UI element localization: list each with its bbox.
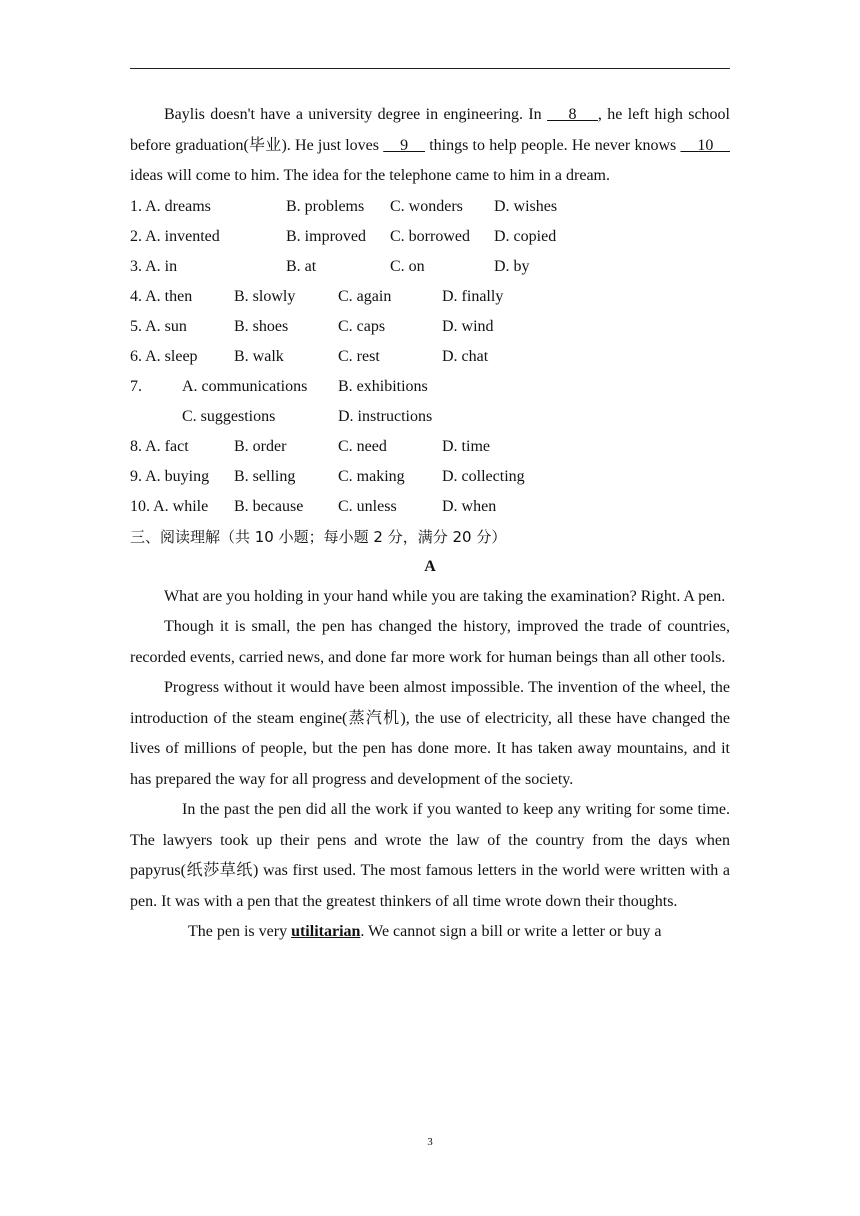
option-c: C. borrowed — [390, 227, 470, 245]
question-row — [130, 432, 730, 462]
option-a: 8. A. fact — [130, 437, 189, 455]
text: . We cannot sign a bill or write a letter or buy a — [360, 923, 662, 940]
option-d: D. copied — [494, 227, 557, 245]
option-b: B. because — [234, 497, 304, 515]
option-c: C. making — [338, 467, 405, 485]
option-a: 5. A. sun — [130, 317, 187, 335]
question-row — [130, 282, 730, 312]
option-b: B. at — [286, 257, 317, 275]
option-a: 10. A. while — [130, 497, 209, 515]
option-a: 6. A. sleep — [130, 347, 198, 365]
passage-paragraph: Though it is small, the pen has changed the history, improved the trade of countries, recorded events, carried news, and done far more work for human beings than all other tools. — [130, 618, 730, 666]
question-row — [130, 222, 730, 252]
option-c: C. suggestions — [182, 407, 276, 425]
question-row — [130, 462, 730, 492]
question-number: 7. — [130, 377, 142, 395]
underlined-word: utilitarian — [291, 923, 361, 940]
section-heading: 三、阅读理解（共 10 小题；每小题 2 分，满分 20 分） — [130, 527, 507, 546]
text: The pen is very — [188, 923, 292, 940]
option-b: B. walk — [234, 347, 284, 365]
text: things to help people. He never knows — [424, 136, 681, 154]
option-a: 3. A. in — [130, 257, 178, 275]
option-b: B. slowly — [234, 287, 296, 305]
question-row — [130, 312, 730, 342]
option-c: C. unless — [338, 497, 397, 515]
passage-paragraph: Progress without it would have been almost impossible. The invention of the wheel, the introduction of the steam engine(蒸汽机), the use of electricity, all these have changed the lives of millions of people, but the pen has done more. It has taken away mountains, and it has prepared the way for all progress and development of the society. — [130, 679, 730, 788]
question-row — [130, 192, 730, 222]
question-list — [130, 192, 730, 522]
option-d: D. wind — [442, 317, 494, 335]
option-d: D. by — [494, 257, 530, 275]
option-d: D. time — [442, 437, 490, 455]
option-a: A. communications — [182, 377, 308, 395]
option-a: 2. A. invented — [130, 227, 220, 245]
question-row — [130, 402, 730, 432]
passage-title: A — [424, 557, 436, 575]
option-b: B. shoes — [234, 317, 289, 335]
option-c: C. need — [338, 437, 387, 455]
passage-paragraph — [130, 100, 730, 192]
option-c: C. on — [390, 257, 425, 275]
blank-8: 8 — [547, 106, 598, 123]
text: ideas will come to him. The idea for the telephone came to him in a dream. — [130, 167, 610, 184]
option-a: 9. A. buying — [130, 467, 210, 485]
option-b: B. exhibitions — [338, 377, 428, 395]
option-a: 1. A. dreams — [130, 197, 211, 215]
option-d: D. wishes — [494, 197, 558, 215]
page-content — [130, 100, 730, 948]
blank-9: 9 — [383, 136, 425, 154]
question-row — [130, 492, 730, 522]
option-b: B. selling — [234, 467, 296, 485]
text: Baylis doesn't have a university degree in engineering. In — [164, 106, 548, 123]
option-d: D. when — [442, 497, 497, 515]
question-row — [130, 252, 730, 282]
option-c: C. wonders — [390, 197, 463, 215]
header-rule — [130, 68, 730, 69]
option-a: 4. A. then — [130, 287, 193, 305]
option-b: B. problems — [286, 197, 365, 215]
passage-paragraph: In the past the pen did all the work if you wanted to keep any writing for some time. The lawyers took up their pens and wrote the law of the country from the days when papyrus(纸莎草纸) was first used. The most famous letters in the world were written with a pen. It was with a pen that the greatest thinkers of all time wrote down their thoughts. — [130, 801, 730, 910]
passage-paragraph: What are you holding in your hand while you are taking the examination? Right. A pen. — [164, 587, 726, 605]
option-d: D. instructions — [338, 407, 433, 425]
text: , he left high school before graduation(毕业). He just loves — [130, 106, 731, 154]
question-row — [130, 342, 730, 372]
option-d: D. finally — [442, 287, 504, 305]
passage-paragraph — [130, 917, 730, 948]
page-number: 3 — [427, 1136, 433, 1148]
question-row — [130, 372, 730, 402]
option-b: B. order — [234, 437, 287, 455]
option-d: D. chat — [442, 347, 489, 365]
option-d: D. collecting — [442, 467, 525, 485]
blank-10: 10 — [680, 136, 730, 154]
option-b: B. improved — [286, 227, 366, 245]
option-c: C. caps — [338, 317, 386, 335]
option-c: C. again — [338, 287, 392, 305]
option-c: C. rest — [338, 347, 380, 365]
